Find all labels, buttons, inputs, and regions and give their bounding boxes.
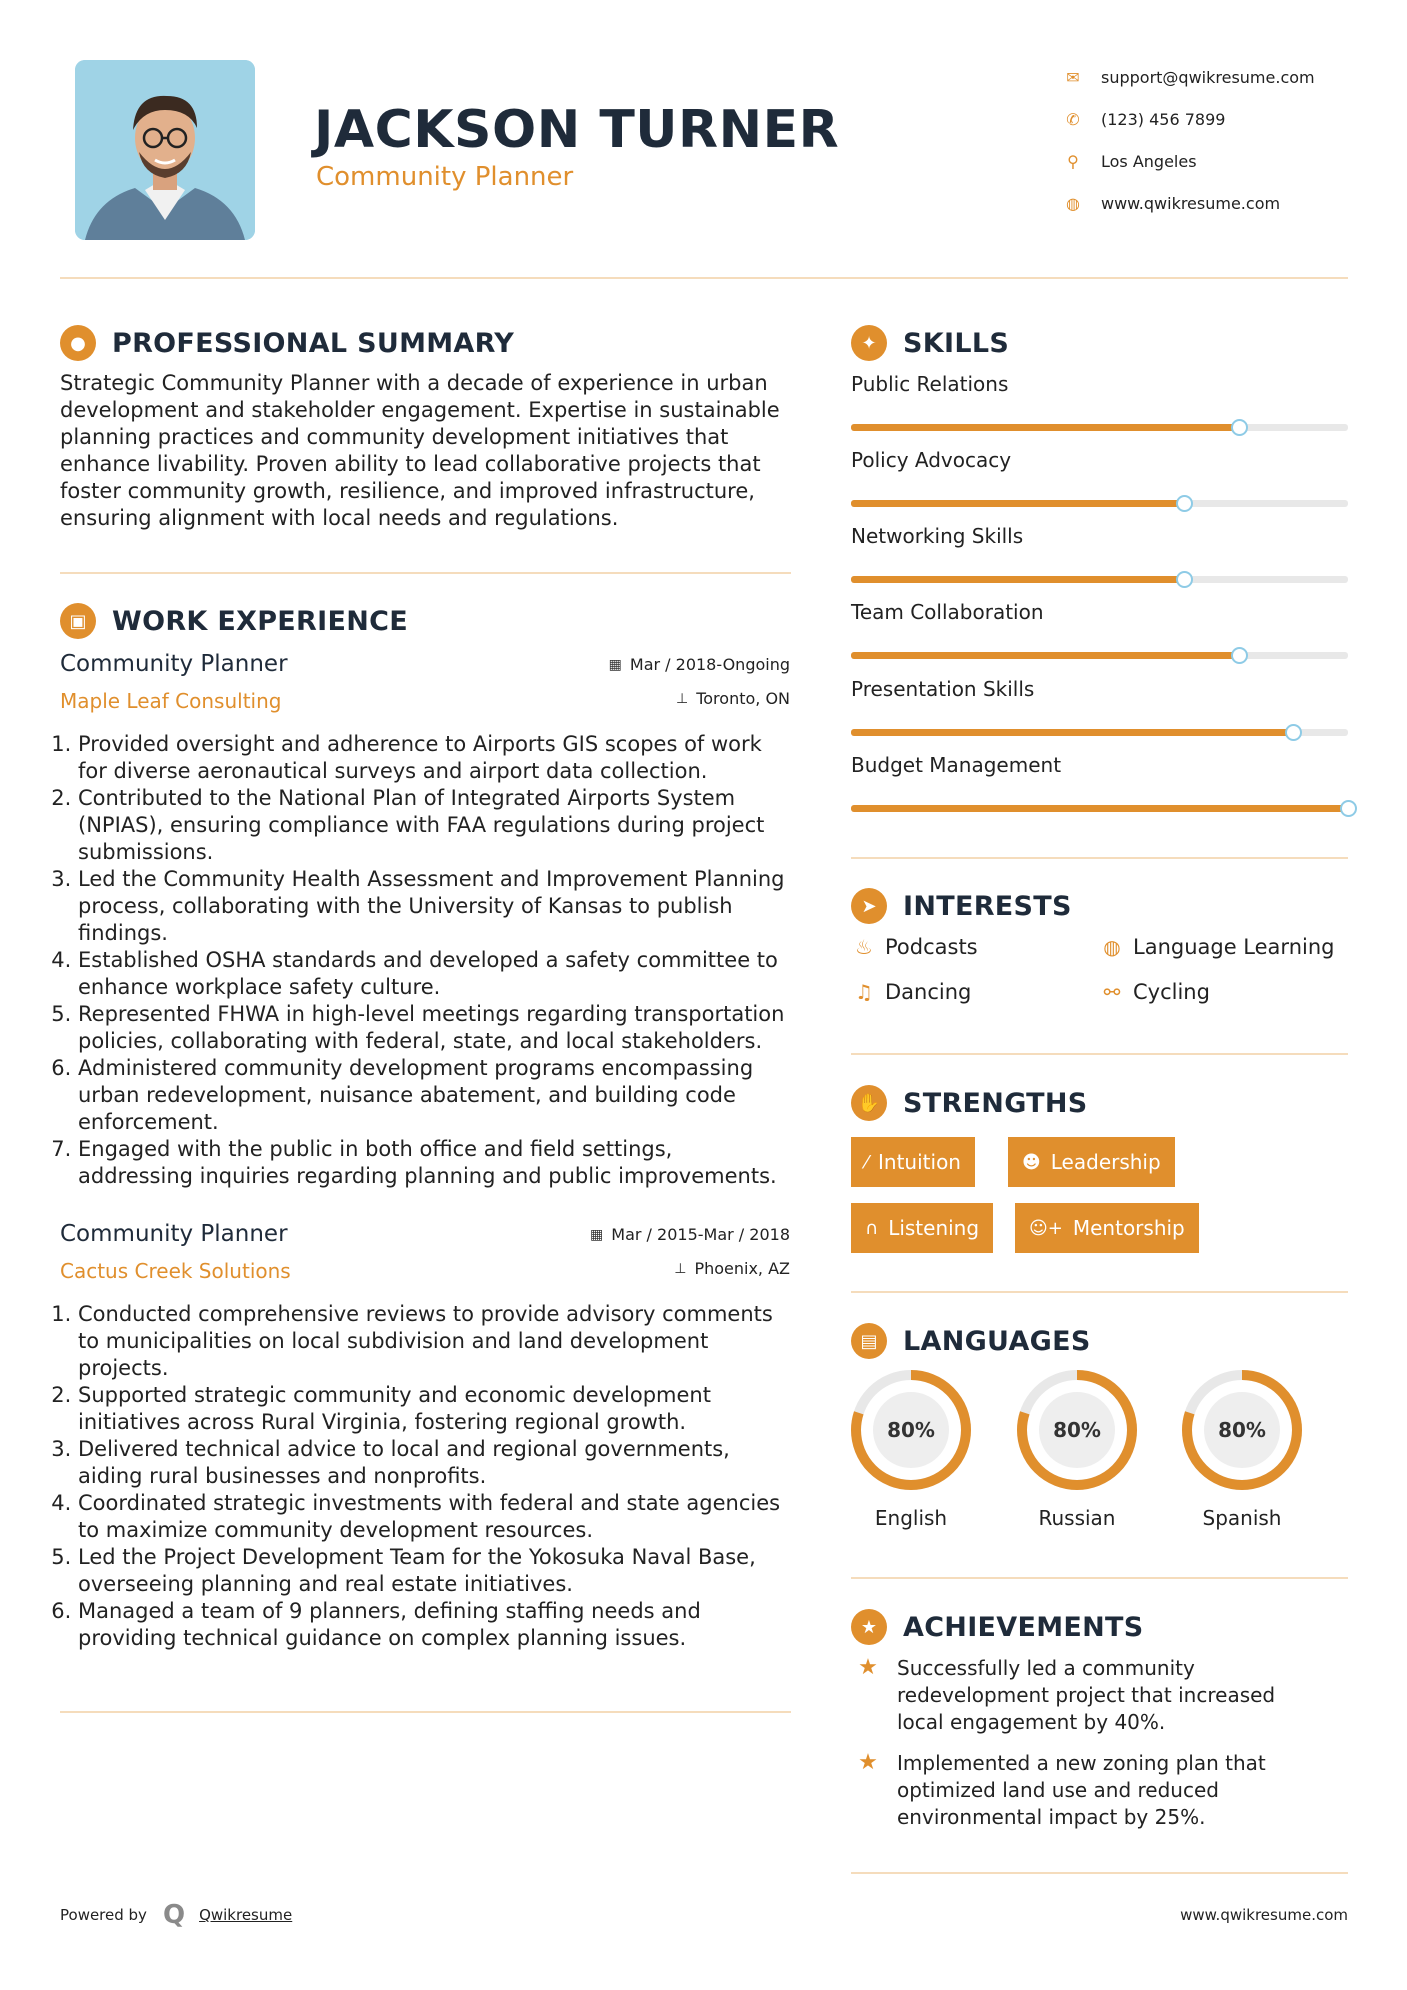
language-ring (1180, 1368, 1304, 1492)
language-name: Russian (1038, 1506, 1116, 1530)
user-icon: ● (60, 325, 96, 361)
footer-powered-by: Powered by Q Qwikresume (60, 1900, 293, 1930)
list-item: 7. Engaged with the public in both office and field settings, addressing inquiries regarding planning and public improvements. (78, 1136, 790, 1190)
contact-location: ⚲ Los Angeles (1055, 140, 1375, 182)
list-item: 6. Managed a team of 9 planners, defining staffing needs and providing technical guidance on complex planning issues. (78, 1598, 790, 1652)
skill-bar-fill (851, 652, 1239, 659)
summary-text: Strategic Community Planner with a decade of experience in urban development and stakeholder engagement. Expertise in sustainable planning practices and community development initiatives that enhance livability. Proven ability to lead collaborative projects that foster community growth, resilience, and improved infrastructure, ensuring alignment with local needs and regulations. (60, 371, 780, 530)
achievement-item: ★ Implemented a new zoning plan that optimized land use and reduced environmental impact by 25%. (851, 1750, 1348, 1831)
language-item (1015, 1368, 1139, 1530)
interests-heading: ➤ INTERESTS (851, 888, 1072, 924)
language-ring (849, 1368, 973, 1492)
skill-bar-fill (851, 576, 1184, 583)
interest-item: ◍ Language Learning (1099, 935, 1334, 959)
footer-website[interactable]: www.qwikresume.com (1180, 1906, 1348, 1924)
skill-bar-fill (851, 729, 1293, 736)
achievement-item: ★ Successfully led a community redevelopment project that increased local engagement by 40%. (851, 1655, 1348, 1736)
list-item: 1. Conducted comprehensive reviews to provide advisory comments to municipalities on local subdivision and land development projects. (78, 1301, 790, 1382)
interest-item: ♫ Dancing (851, 980, 971, 1004)
microphone-icon: ♨ (855, 935, 873, 959)
job-location: ⊥ Toronto, ON (676, 689, 790, 708)
skill-name: Networking Skills (851, 524, 1024, 548)
star-icon: ★ (851, 1609, 887, 1645)
job-bullets (60, 731, 790, 1190)
header-divider (60, 277, 1348, 279)
headphones-icon: ∩ (865, 1217, 879, 1239)
pushpin-icon: ⊥ (674, 1260, 687, 1277)
shooting-star-icon: ★ (858, 1655, 878, 1680)
strengths-heading: ✋ STRENGTHS (851, 1085, 1088, 1121)
skill-bar-knob (1231, 647, 1248, 664)
skill-bar (851, 500, 1348, 507)
id-card-icon: ▤ (851, 1323, 887, 1359)
skill-bar-knob (1176, 495, 1193, 512)
list-item: 2. Supported strategic community and economic development initiatives across Rural Virginia, fostering regional growth. (78, 1382, 790, 1436)
candidate-title: Community Planner (316, 162, 574, 192)
contact-phone[interactable]: ✆ (123) 456 7899 (1055, 98, 1375, 140)
skill-bar-knob (1340, 800, 1357, 817)
list-item: 4. Coordinated strategic investments with federal and state agencies to maximize community development resources. (78, 1490, 790, 1544)
job-role: Community Planner (60, 1221, 288, 1247)
skill-name: Policy Advocacy (851, 448, 1012, 472)
contact-block (1055, 56, 1375, 224)
skill-item (851, 753, 1348, 777)
skill-name: Team Collaboration (851, 600, 1044, 624)
language-item (1180, 1368, 1304, 1530)
briefcase-icon: ▣ (60, 603, 96, 639)
skill-item (851, 448, 1348, 472)
strength-chip: ☺+ Mentorship (1015, 1203, 1199, 1253)
globe-icon: ◍ (1066, 193, 1080, 213)
skill-bar (851, 805, 1348, 812)
skill-bar-fill (851, 424, 1239, 431)
language-name: Spanish (1202, 1506, 1282, 1530)
summary-divider (60, 572, 791, 574)
magic-wand-icon: ⁄ (865, 1151, 869, 1173)
skills-divider (851, 857, 1348, 859)
interest-item: ♨ Podcasts (851, 935, 978, 959)
lightbulb-icon: ✦ (851, 325, 887, 361)
skill-bar (851, 652, 1348, 659)
language-percent: 80% (1053, 1418, 1101, 1442)
strength-chip: ∩ Listening (851, 1203, 993, 1253)
skill-bar-fill (851, 805, 1348, 812)
list-item: 5. Led the Project Development Team for the Yokosuka Naval Base, overseeing planning and real estate initiatives. (78, 1544, 790, 1598)
strength-chip: ⁄ Intuition (851, 1137, 975, 1187)
skill-name: Presentation Skills (851, 677, 1035, 701)
skill-bar-knob (1231, 419, 1248, 436)
skills-heading: ✦ SKILLS (851, 325, 1009, 361)
skill-bar-knob (1285, 724, 1302, 741)
strengths-divider (851, 1291, 1348, 1293)
user-plus-icon: ☺+ (1029, 1217, 1063, 1239)
candidate-name: JACKSON TURNER (314, 100, 840, 160)
qwikresume-logo-icon: Q (162, 1900, 186, 1930)
skill-name: Public Relations (851, 372, 1009, 396)
location-pin-icon: ⚲ (1067, 151, 1079, 171)
skill-item (851, 600, 1348, 624)
achievements-divider (851, 1872, 1348, 1874)
job-location: ⊥ Phoenix, AZ (674, 1259, 790, 1278)
list-item: 3. Led the Community Health Assessment and Improvement Planning process, collaborating with the University of Kansas to publish findings. (78, 866, 790, 947)
experience-heading: ▣ WORK EXPERIENCE (60, 603, 408, 639)
hand-icon: ✋ (851, 1085, 887, 1121)
list-item: 5. Represented FHWA in high-level meetings regarding transportation policies, collaborating with federal, state, and local stakeholders. (78, 1001, 790, 1055)
paper-plane-icon: ➤ (851, 888, 887, 924)
job-entry (60, 651, 790, 1190)
list-item: 3. Delivered technical advice to local and regional governments, aiding rural businesses and nonprofits. (78, 1436, 790, 1490)
language-percent: 80% (1218, 1418, 1266, 1442)
strength-chip: ☻ Leadership (1008, 1137, 1175, 1187)
bicycle-icon: ⚯ (1103, 980, 1121, 1004)
job-company: Cactus Creek Solutions (60, 1259, 291, 1283)
skill-bar (851, 424, 1348, 431)
users-icon: ☻ (1022, 1151, 1041, 1173)
job-role: Community Planner (60, 651, 288, 677)
achievements-heading: ★ ACHIEVEMENTS (851, 1609, 1144, 1645)
profile-photo (75, 60, 255, 240)
list-item: 4. Established OSHA standards and developed a safety committee to enhance workplace safety culture. (78, 947, 790, 1001)
list-item: 2. Contributed to the National Plan of Integrated Airports System (NPIAS), ensuring compliance with FAA regulations during project submissions. (78, 785, 790, 866)
languages-divider (851, 1577, 1348, 1579)
job-company: Maple Leaf Consulting (60, 689, 282, 713)
skill-bar-knob (1176, 571, 1193, 588)
skill-bar (851, 576, 1348, 583)
interest-item: ⚯ Cycling (1099, 980, 1210, 1004)
skill-bar-fill (851, 500, 1184, 507)
experience-divider (60, 1711, 791, 1713)
job-date: ▦ Mar / 2015-Mar / 2018 (590, 1225, 790, 1244)
pushpin-icon: ⊥ (676, 690, 689, 707)
shooting-star-icon: ★ (858, 1750, 878, 1775)
summary-heading: ● PROFESSIONAL SUMMARY (60, 325, 514, 361)
language-item (849, 1368, 973, 1530)
contact-website[interactable]: ◍ www.qwikresume.com (1055, 182, 1375, 224)
skill-name: Budget Management (851, 753, 1062, 777)
job-bullets (60, 1301, 790, 1652)
skill-item (851, 677, 1348, 701)
music-note-icon: ♫ (855, 980, 873, 1004)
interests-divider (851, 1053, 1348, 1055)
phone-icon: ✆ (1066, 109, 1080, 129)
languages-heading: ▤ LANGUAGES (851, 1323, 1091, 1359)
globe-icon: ◍ (1103, 935, 1121, 959)
list-item: 1. Provided oversight and adherence to Airports GIS scopes of work for diverse aeronautical surveys and airport data collection. (78, 731, 790, 785)
calendar-icon: ▦ (608, 656, 622, 673)
skill-item (851, 372, 1348, 396)
contact-email[interactable]: ✉ support@qwikresume.com (1055, 56, 1375, 98)
job-date: ▦ Mar / 2018-Ongoing (608, 655, 790, 674)
list-item: 6. Administered community development programs encompassing urban redevelopment, nuisance abatement, and building code enforcement. (78, 1055, 790, 1136)
calendar-icon: ▦ (590, 1226, 604, 1243)
language-ring (1015, 1368, 1139, 1492)
skill-bar (851, 729, 1348, 736)
qwikresume-link[interactable]: Qwikresume (199, 1906, 293, 1924)
language-percent: 80% (887, 1418, 935, 1442)
envelope-icon: ✉ (1066, 67, 1080, 87)
language-name: English (874, 1506, 948, 1530)
skill-item (851, 524, 1348, 548)
job-entry (60, 1221, 790, 1652)
